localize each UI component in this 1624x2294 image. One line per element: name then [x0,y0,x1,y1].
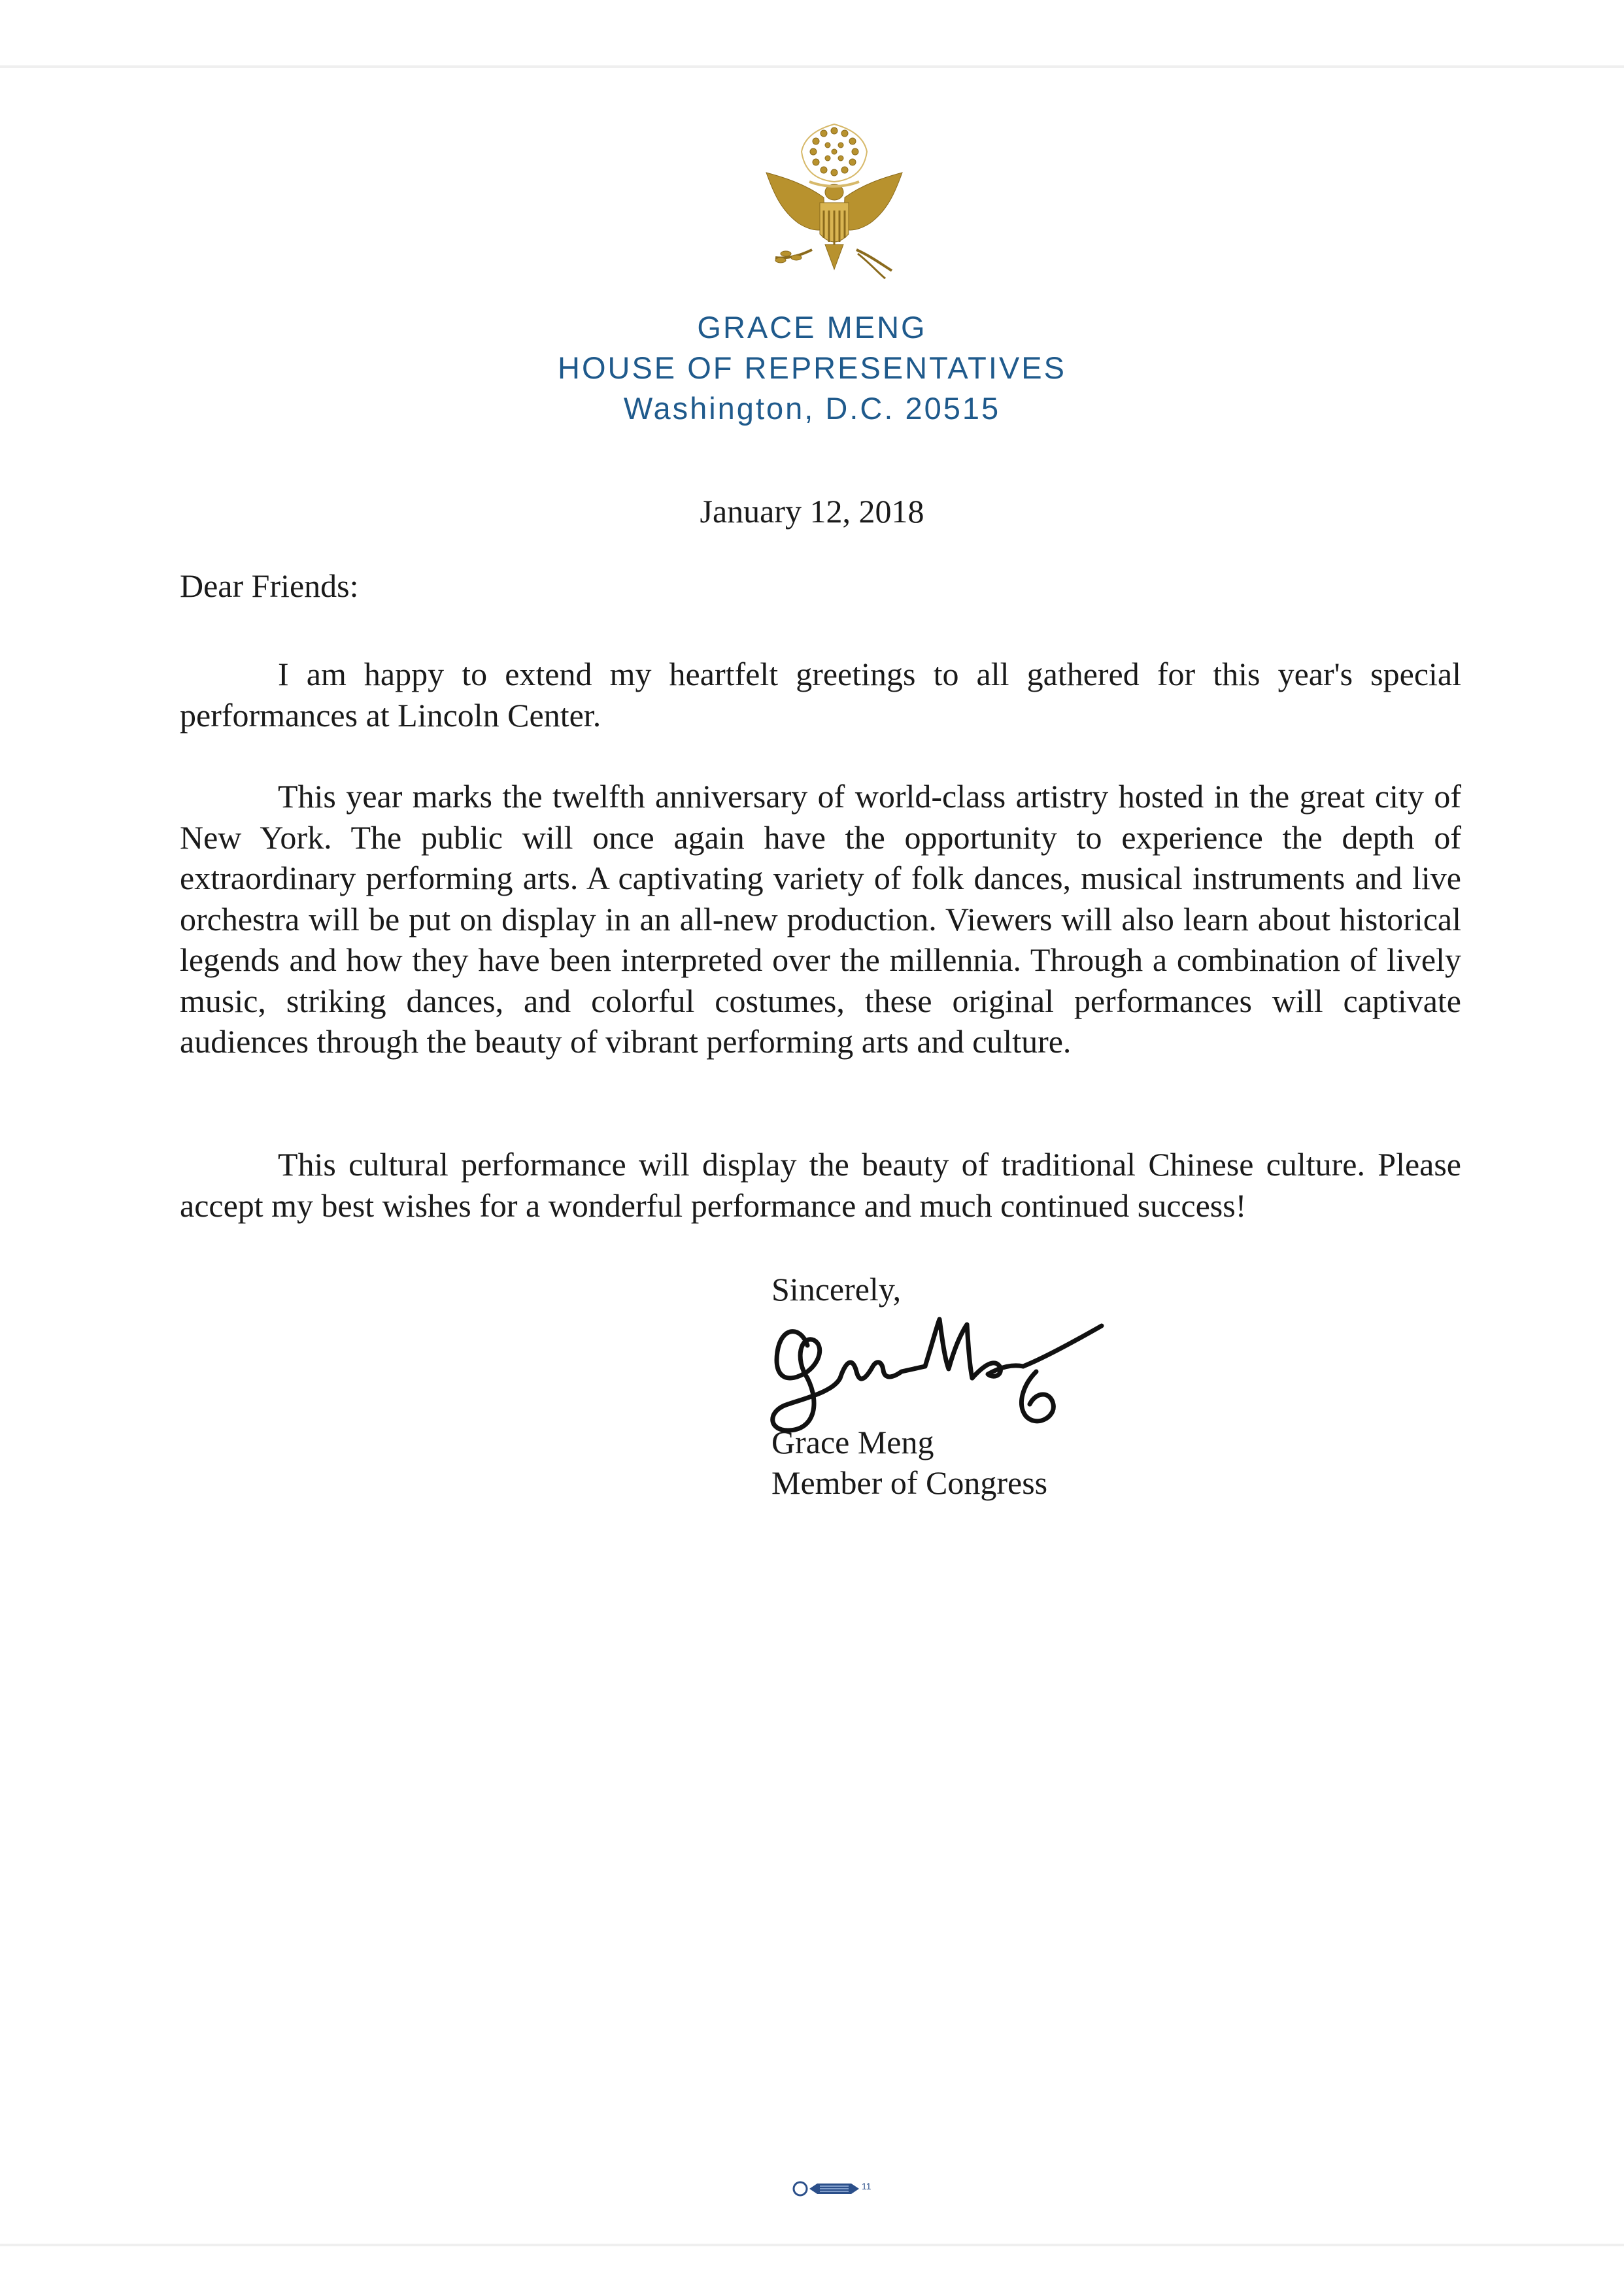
letterhead-chamber: HOUSE OF REPRESENTATIVES [558,350,1066,385]
signer-title: Member of Congress [771,1464,1048,1501]
handwritten-signature [762,1306,1115,1437]
body-paragraph-3: This cultural performance will display the beauty of traditional Chinese culture. Please accept my best wishes for a wonderful performance and much continued success! [180,1146,1461,1224]
salutation: Dear Friends: [180,567,359,604]
scan-edge-top [0,65,1624,68]
scan-edge-bottom [0,2244,1624,2246]
body-paragraph-1: I am happy to extend my heartfelt greetings to all gathered for this year's special performances at Lincoln Center. [180,656,1461,734]
closing: Sincerely, [771,1271,902,1307]
printer-mark-code: 11 [862,2181,871,2191]
letterhead [0,307,1624,429]
letter-date: January 12, 2018 [700,493,924,530]
letterhead-name: GRACE MENG [697,310,927,345]
letterhead-address: Washington, D.C. 20515 [623,391,1001,426]
great-seal-eagle-icon [747,119,922,294]
body-paragraph-2: This year marks the twelfth anniversary of world-class artistry hosted in the great city of New York. The public will once again have the opportunity to experience the depth of extraordinary performing arts. A captivating variety of folk dances, musical instruments and live orchestra will be put on display in an all-new production. Viewers will also learn about historical legends and how they have been interpreted over the millennia. Through a combination of lively music, striking dances, and colorful costumes, these original performances will captivate audiences through the beauty of vibrant performing arts and culture. [180,778,1461,1060]
signer-name: Grace Meng [771,1424,934,1460]
constellation-stars [810,127,858,176]
